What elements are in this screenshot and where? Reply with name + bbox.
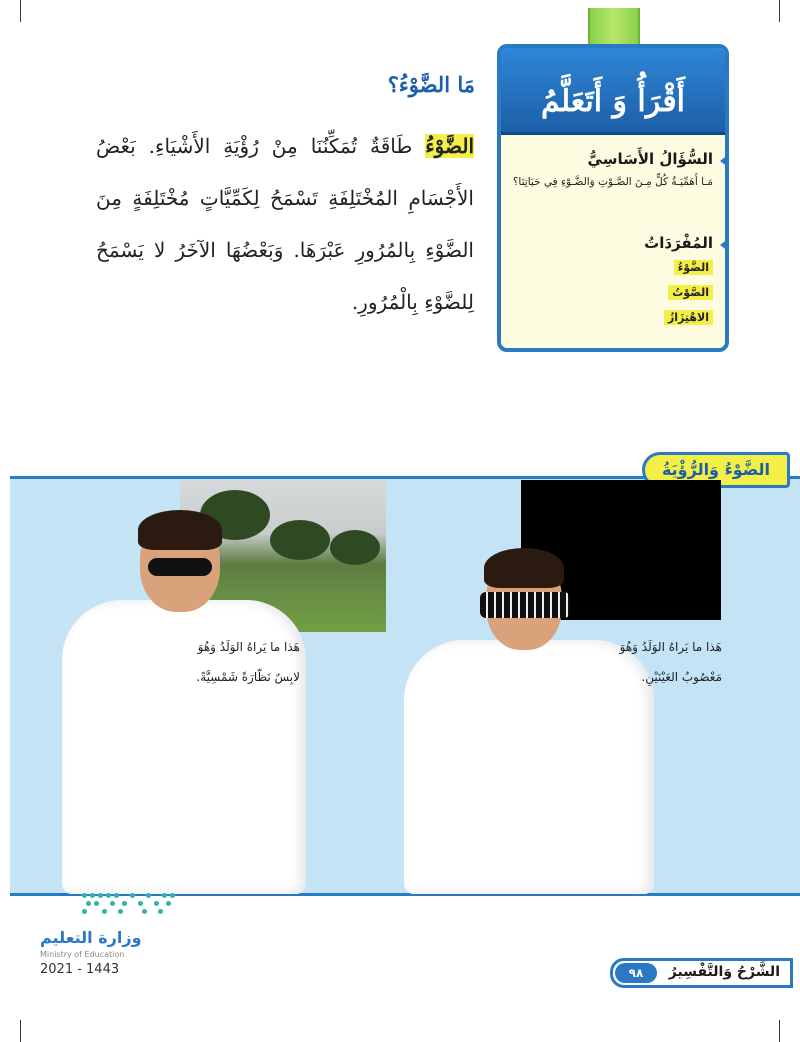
vocab-item-vibration: الاهْتِزَازُ (664, 310, 713, 325)
ministry-name-en: Ministry of Education (40, 950, 125, 959)
year-text: 2021 - 1443 (40, 962, 120, 977)
boy-sunglasses-hair (138, 510, 222, 550)
crop-mark (779, 0, 780, 22)
crop-mark (20, 1020, 21, 1042)
vocab-item-sound: الصَّوْتُ (668, 285, 713, 300)
boy-blindfolded-hair (484, 548, 564, 588)
section-marker-icon (720, 238, 729, 252)
read-learn-box (497, 44, 729, 352)
ministry-logo-icon (82, 893, 177, 915)
page-number: ٩٨ (615, 963, 657, 983)
footer-bar (610, 958, 793, 988)
ministry-name: وزارة التعليم (40, 928, 142, 947)
light-vision-tab: الضَّوْءُ وَالرُّؤْيَةُ (642, 452, 790, 488)
essential-question-label: السُّؤَالُ الأَسَاسِيُّ (587, 150, 713, 168)
crop-mark (779, 1020, 780, 1042)
sunglasses-icon (148, 558, 212, 576)
caption-blindfolded: هَذا ما يَراهُ الوَلَدُ وَهُوَ مَعْصُوبُ العَيْنَيْنِ. (619, 640, 722, 684)
caption-sunglasses: هَذا ما يَراهُ الوَلَدُ وَهُوَ لابِسٌ نَظّارَةً شَمْسِيَّةً. (196, 640, 300, 684)
read-learn-header (501, 48, 725, 135)
crop-mark (20, 0, 21, 22)
essential-question-text: مَـا أَهَمِّيَـةُ كُلٍّ مِـنَ الصَّـوْتِ وَالضَّـوْءِ فِي حَيَاتِنَا؟ (512, 176, 713, 188)
vocab-item-light: الضَّوْءُ (674, 260, 713, 275)
section-title: مَا الضَّوْءُ؟ (387, 72, 475, 97)
vocabulary-label: المُفْرَدَاتُ (644, 234, 713, 252)
highlight-word: الضَّوْءُ (425, 134, 475, 158)
read-learn-title: أَقْرَأُ وَ أَتَعَلَّمُ (541, 84, 685, 119)
blindfold-icon (480, 592, 570, 618)
body-paragraph: طَاقَةٌ تُمَكِّنُنَا مِنْ رُؤْيَةِ الأَشْيَاءِ. بَعْضُ الأَجْسَامِ المُخْتَلِفَةِ تَسْمَحُ لِكَمِّيَّاتٍ مُخْتَلِفَةٍ مِنَ الضَّوْءِ بِالمُرُورِ عَبْرَهَا. وَبَعْضُهَا الآخَرُ لا يَسْمَحُ لِلضَّوْءِ بِالْمُرُورِ. (96, 134, 474, 314)
body-text (96, 120, 474, 328)
footer-section-title: الشَّرْحُ وَالتَّفْسِيرُ (668, 964, 780, 980)
section-marker-icon (720, 154, 729, 168)
